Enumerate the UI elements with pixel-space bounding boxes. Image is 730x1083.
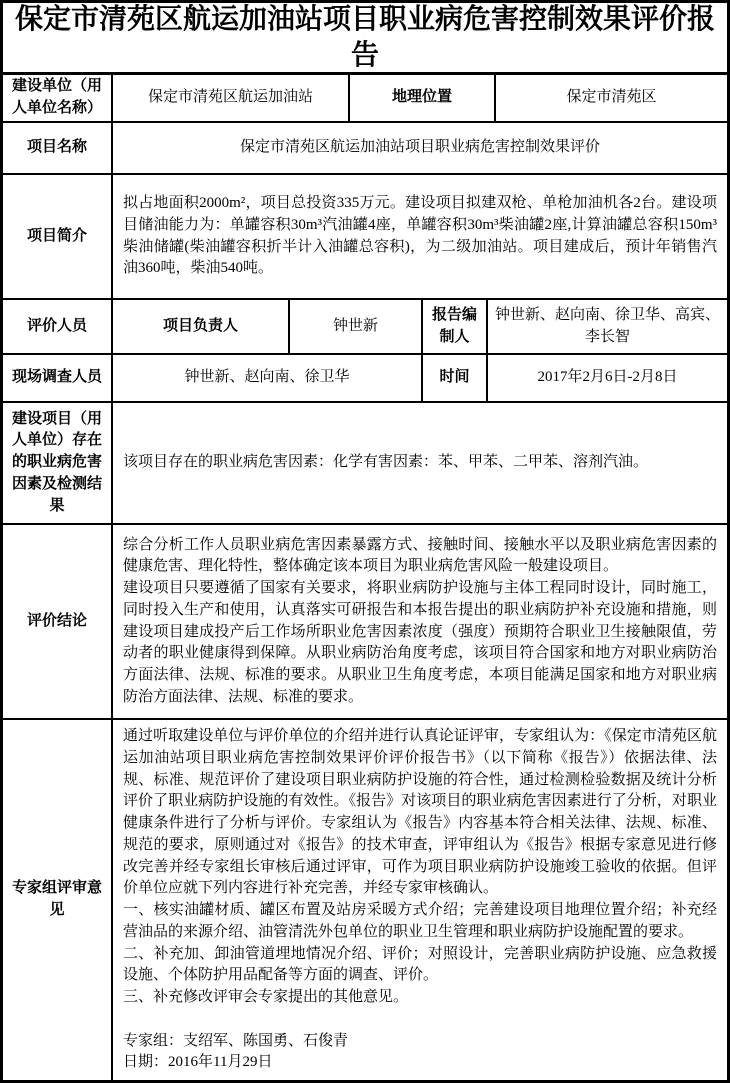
report-title: 保定市清苑区航运加油站项目职业病危害控制效果评价报告	[14, 3, 715, 71]
survey-time-label: 时间	[423, 355, 488, 401]
report-compilers-value: 钟世新、赵向南、徐卫华、高宾、李长智	[494, 306, 720, 345]
expert-review-paragraph: 一、核实油罐材质、罐区布置及站房采暖方式介绍；完善建设项目地理位置介绍；补充经营油品的来源介绍、油管清洗外包单位的职业卫生管理和职业病防护设施配置的要求。	[123, 902, 717, 940]
report-compilers-label: 报告编制人	[423, 300, 488, 353]
expert-review-paragraph: 二、补充加、卸油管道埋地情况介绍、评价；对照设计，完善职业病防护设施、应急救援设施、个体防护用品配备等方面的调查、评价。	[123, 945, 717, 984]
project-intro-text: 拟占地面积2000m²，项目总投资335万元。建设项目拟建双枪、单枪加油机各2台。建设项目储油能力为：单罐容积30m³汽油罐4座，单罐容积30m³柴油罐2座,计算油罐总容积150m³柴油储罐(柴油罐容积折半计入油罐总容积)，为二级加油站。项目建成后，预计年销售汽油360吨，柴油540吨。	[123, 195, 717, 277]
expert-group-signature: 专家组：支绍军、陈国勇、石俊青	[123, 1032, 349, 1049]
row-evaluators	[3, 300, 727, 355]
project-intro-value	[113, 175, 727, 298]
row-expert-review	[3, 720, 727, 1080]
row-hazards	[3, 403, 727, 525]
expert-review-value	[113, 720, 727, 1080]
conclusion-value	[113, 525, 727, 718]
row-construction-unit	[3, 75, 727, 123]
hazards-value	[113, 403, 727, 523]
expert-review-paragraph: 三、补充修改评审会专家提出的其他意见。	[123, 989, 409, 1005]
location-value: 保定市清苑区	[566, 89, 657, 106]
project-name-value: 保定市清苑区航运加油站项目职业病危害控制效果评价	[239, 139, 600, 156]
conclusion-label: 评价结论	[3, 525, 113, 718]
location-label: 地理位置	[350, 75, 496, 121]
construction-unit-label: 建设单位（用人单位名称）	[3, 75, 113, 121]
survey-personnel-label: 现场调查人员	[3, 355, 113, 401]
project-leader-value: 钟世新	[290, 300, 423, 353]
project-name-label: 项目名称	[3, 123, 113, 173]
expert-review-paragraph: 通过听取建设单位与评价单位的介绍并进行认真论证评审，专家组认为：《保定市清苑区航运加油站项目职业病危害控制效果评价评价报告书》（以下简称《报告》）依据法律、法规、标准、规范评价了建设项目职业病防护设施的符合性，通过检测检验数据及统计分析评价了职业病防护设施的有效性。《报告》对该项目的职业病危害因素进行了分析，对职业健康条件进行了分析与评价。专家组认为《报告》内容基本符合相关法律、法规、标准、规范的要求，原则通过对《报告》的技术审查，评审组认为《报告》根据专家意见进行修改完善并经专家组长审核后通过评审，可作为项目职业病防护设施竣工验收的依据。但评价单位应就下列内容进行补充完善，并经专家审核确认。	[123, 728, 717, 897]
survey-time-value: 2017年2月6日-2月8日	[537, 369, 678, 386]
row-conclusion	[3, 525, 727, 720]
conclusion-paragraph: 综合分析工作人员职业病危害因素暴露方式、接触时间、接触水平以及职业病危害因素的健康危害、理化特性，整体确定该本项目为职业病危害风险一般建设项目。	[123, 536, 717, 575]
row-project-intro	[3, 175, 727, 300]
row-survey-personnel	[3, 355, 727, 403]
project-intro-label: 项目简介	[3, 175, 113, 298]
review-date: 日期：2016年11月29日	[123, 1054, 273, 1071]
project-leader-label: 项目负责人	[113, 300, 290, 353]
construction-unit-value: 保定市清苑区航运加油站	[113, 75, 350, 121]
survey-personnel-value: 钟世新、赵向南、徐卫华	[113, 355, 423, 401]
title-row	[3, 3, 727, 75]
hazards-label: 建设项目（用人单位）存在的职业病危害因素及检测结果	[3, 403, 113, 523]
evaluators-label: 评价人员	[3, 300, 113, 353]
conclusion-paragraph: 建设项目只要遵循了国家有关要求，将职业病防护设施与主体工程同时设计，同时施工，同时投入生产和使用，认真落实可研报告和本报告提出的职业病防护补充设施和措施，则建设项目建成投产后工作场所职业危害因素浓度（强度）预期符合职业卫生接触限值，劳动者的职业健康得到保障。从职业病防治角度考虑，该项目符合国家和地方对职业病防治方面法律、法规、标准的要求。从职业卫生角度考虑，本项目能满足国家和地方对职业病防治方面法律、法规、标准的要求。	[123, 580, 717, 705]
expert-review-label: 专家组评审意见	[3, 720, 113, 1080]
row-project-name	[3, 123, 727, 175]
hazards-text: 该项目存在的职业病危害因素：化学有害因素：苯、甲苯、二甲苯、溶剂汽油。	[123, 454, 649, 471]
